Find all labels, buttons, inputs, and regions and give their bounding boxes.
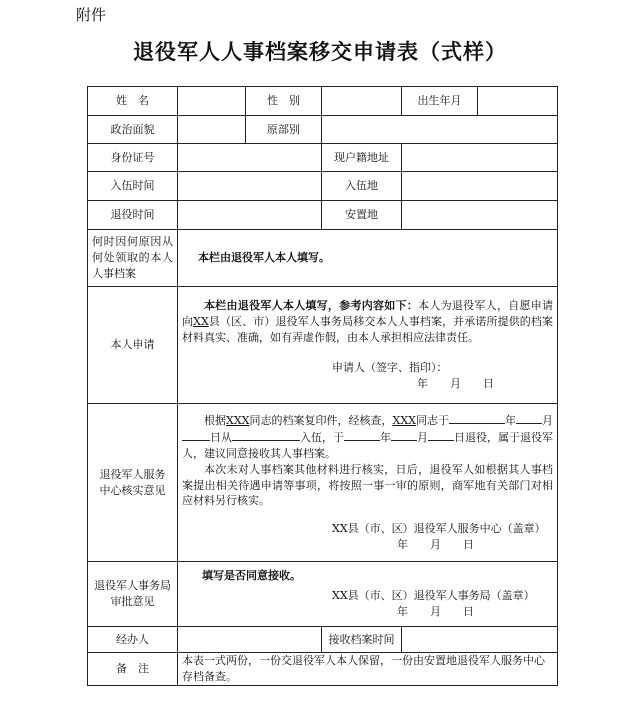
approve-seal: XX县（市、区）退役军人事务局（盖章） (332, 589, 535, 603)
applicant-date: 年 月 日 (417, 376, 494, 390)
verify-cell[interactable] (178, 404, 558, 562)
applicant-bold-prefix: 本栏由退役军人本人填写，参考内容如下： (204, 299, 419, 313)
verify-label: 退役军人服务中心核实意见 (88, 404, 178, 562)
applicant-paragraph (182, 298, 553, 346)
settle-place-label: 安置地 (322, 201, 402, 230)
remark-label: 备 注 (88, 653, 178, 686)
name-label: 姓 名 (88, 87, 178, 116)
approve-cell[interactable] (178, 562, 558, 627)
applicant-text-1: 本人为退役军人，自愿申请向 (182, 299, 554, 329)
unit-label: 原部别 (246, 116, 322, 144)
approve-note: 填写是否同意接收。 (202, 569, 301, 583)
birth-label: 出生年月 (402, 87, 478, 116)
birth-field[interactable] (478, 87, 558, 116)
enlist-time-label: 入伍时间 (88, 172, 178, 201)
reason-note[interactable]: 本栏由退役军人本人填写。 (178, 230, 558, 287)
form-title: 退役军人人事档案移交申请表（式样） (133, 39, 507, 64)
gender-label: 性 别 (246, 87, 322, 116)
settle-place-field[interactable] (402, 201, 558, 230)
receive-time-field[interactable] (402, 627, 558, 653)
enlist-place-label: 入伍地 (322, 172, 402, 201)
retire-time-field[interactable] (178, 201, 322, 230)
applicant-cell[interactable] (178, 287, 558, 404)
handler-label: 经办人 (88, 627, 178, 653)
political-field[interactable] (178, 116, 246, 144)
applicant-text-2: 县（区、市）退役军人事务局移交本人人事档案，并承诺所提供的档案材料真实、准确，如有弄虚作假，由本人承担相应法律责任。 (182, 315, 554, 345)
hukou-label: 现户籍地址 (322, 144, 402, 172)
reason-label: 何时因何原因从何处领取的本人人事档案 (88, 230, 178, 287)
verify-seal: XX县（市、区）退役军人服务中心（盖章） (332, 522, 546, 536)
retire-time-label: 退役时间 (88, 201, 178, 230)
hukou-field[interactable] (402, 144, 558, 172)
gender-field[interactable] (322, 87, 402, 116)
id-label: 身份证号 (88, 144, 178, 172)
approve-date: 年 月 日 (397, 604, 474, 618)
applicant-label: 本人申请 (88, 287, 178, 404)
enlist-time-field[interactable] (178, 172, 322, 201)
applicant-xx: XX (193, 315, 209, 329)
verify-paragraph-2: 本次未对人事档案其他材料进行核实，日后，退役军人如根据其人事档案提出相关待遇申请等事项，将按照一事一审的原则，商军地有关部门对相应材料另行核实。 (182, 462, 553, 508)
name-field[interactable] (178, 87, 246, 116)
application-form (87, 86, 558, 686)
handler-field[interactable] (178, 627, 322, 653)
attachment-label: 附件 (76, 6, 107, 24)
political-label: 政治面貌 (88, 116, 178, 144)
verify-date: 年 月 日 (397, 538, 474, 552)
remark-text: 本表一式两份，一份交退役军人本人保留，一份由安置地退役军人服务中心存档备查。 (178, 653, 558, 686)
verify-paragraph-1: 根据XXX同志的档案复印件，经核查，XXX同志于 年 月日从 入伍，于 年 月 日退役，属于退役军人，建议同意接收其人事档案。 (182, 413, 553, 460)
approve-label: 退役军人事务局审批意见 (88, 562, 178, 627)
applicant-signature: 申请人（签字、指印）： (332, 360, 448, 374)
receive-time-label: 接收档案时间 (322, 627, 402, 653)
enlist-place-field[interactable] (402, 172, 558, 201)
id-field[interactable] (178, 144, 322, 172)
unit-field[interactable] (322, 116, 558, 144)
